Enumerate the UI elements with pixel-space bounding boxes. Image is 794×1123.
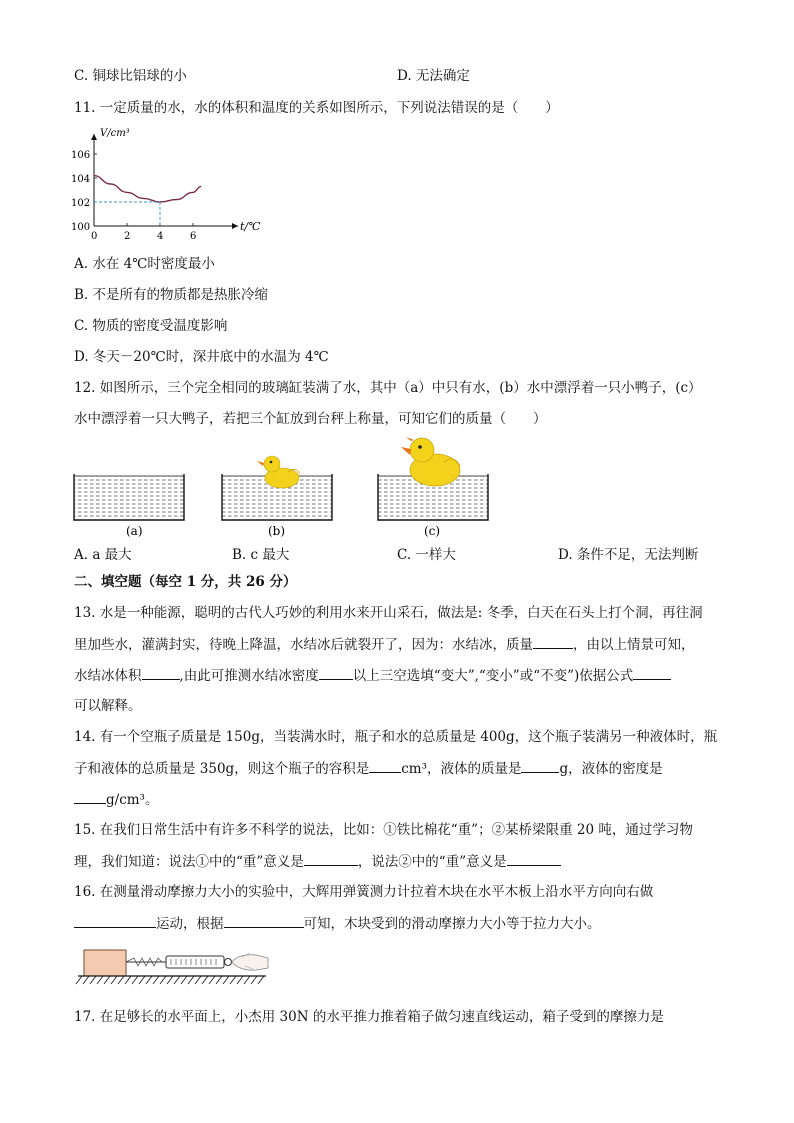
- hatch-stroke: [76, 976, 82, 984]
- q14-text: g/cm³。: [106, 792, 159, 808]
- q13-line-1: 13. 水是一种能源，聪明的古代人巧妙的利用水来开山采石，做法是: 冬季，白天在石头上打个洞，再往洞: [74, 605, 703, 621]
- q16-blank-1[interactable]: [74, 913, 156, 928]
- q10-option-c[interactable]: C. 铜球比铝球的小: [74, 68, 187, 84]
- q15-line-1: 15. 在我们日常生活中有许多不科学的说法，比如：①铁比棉花“重”；②某桥梁限重 20 吨，通过学习物: [74, 822, 693, 838]
- q14-blank-3[interactable]: [74, 789, 106, 804]
- hatch-stroke: [146, 976, 152, 984]
- q14-text: 子和液体的总质量是 350g，则这个瓶子的容积是: [74, 761, 370, 777]
- chart-x-axis-label: t/℃: [240, 220, 261, 233]
- q13-text: 以上三空选填“变大”,“变小”或“不变”)依据公式: [352, 668, 634, 684]
- ground-hatch: [76, 976, 264, 984]
- hatch-stroke: [104, 976, 110, 984]
- q15-blank-1[interactable]: [304, 851, 358, 866]
- q14-text: g，液体的密度是: [559, 761, 663, 777]
- hatch-stroke: [160, 976, 166, 984]
- hatch-stroke: [244, 976, 250, 984]
- q15-text: ，说法②中的“重”意义是: [357, 854, 507, 870]
- hatch-stroke: [251, 976, 257, 984]
- y-axis-arrow: [91, 134, 97, 140]
- q16-line-1: 16. 在测量滑动摩擦力大小的实验中，大辉用弹簧测力计拉着木块在水平木板上沿水平方向向右做: [74, 884, 654, 900]
- q12-option-d[interactable]: D. 条件不足，无法判断: [558, 547, 699, 563]
- chart-series-line: [94, 176, 201, 202]
- hand-icon: [232, 953, 268, 970]
- q11-option-c[interactable]: C. 物质的密度受温度影响: [74, 318, 228, 334]
- hatch-stroke: [139, 976, 145, 984]
- q15-line-2: [74, 851, 724, 872]
- q14-line-2: [74, 758, 724, 779]
- hatch-stroke: [230, 976, 236, 984]
- x-tick-label: 0: [91, 231, 98, 240]
- chart-dashed-guide: [94, 202, 160, 226]
- hatch-stroke: [90, 976, 96, 984]
- q11-option-a[interactable]: A. 水在 4℃时密度最小: [74, 256, 215, 272]
- hatch-stroke: [188, 976, 194, 984]
- q11-option-d[interactable]: D. 冬天－20℃时，深井底中的水温为 4℃: [74, 349, 329, 365]
- q11-option-b[interactable]: B. 不是所有的物质都是热胀冷缩: [74, 287, 269, 303]
- q15-blank-2[interactable]: [507, 851, 561, 866]
- q12-stem-line-2: 水中漂浮着一只大鸭子，若把三个缸放到台秤上称量，可知它们的质量（ ）: [74, 411, 547, 427]
- q16-line-2: [74, 913, 724, 934]
- q13-line-3: [74, 665, 724, 686]
- q15-text: 理，我们知道：说法①中的“重”意义是: [74, 854, 304, 870]
- hatch-stroke: [111, 976, 117, 984]
- q14-blank-2[interactable]: [521, 758, 559, 773]
- volume-temperature-chart: [70, 124, 270, 240]
- hatch-stroke: [97, 976, 103, 984]
- tank-label-a: (a): [126, 524, 143, 538]
- tank-a: [74, 474, 184, 520]
- chart-y-axis-label: V/cm³: [100, 128, 130, 139]
- x-tick-label: 4: [157, 231, 164, 240]
- q14-text: cm³，液体的质量是: [401, 761, 522, 777]
- q12-stem-line-1: 12. 如图所示，三个完全相同的玻璃缸装满了水，其中（a）中只有水，(b）水中漂浮着一只小鸭子，(c）: [74, 380, 702, 396]
- q13-text: 里加些水，灌满封实，待晚上降温，水结冰后就裂开了，因为：水结冰，质量: [74, 637, 533, 653]
- q13-text: ，由以上情景可知，: [573, 637, 695, 653]
- q16-blank-2[interactable]: [224, 913, 304, 928]
- q12-option-a[interactable]: A. a 最大: [74, 547, 132, 563]
- y-tick-label: 102: [71, 198, 91, 209]
- friction-experiment-figure: [74, 944, 274, 988]
- q13-text: 水结冰体积: [74, 668, 142, 684]
- q13-line-2: [74, 634, 724, 655]
- q12-option-b[interactable]: B. c 最大: [232, 547, 290, 563]
- q13-blank-2[interactable]: [142, 665, 180, 680]
- section-2-title: 二、填空题（每空 1 分，共 26 分）: [74, 574, 297, 590]
- hatch-stroke: [258, 976, 264, 984]
- q17-line-1: 17. 在足够长的水平面上，小杰用 30N 的水平推力推着箱子做匀速直线运动，箱子受到的摩擦力是: [74, 1009, 664, 1025]
- hatch-stroke: [195, 976, 201, 984]
- y-tick-label: 104: [71, 174, 91, 185]
- hatch-stroke: [216, 976, 222, 984]
- q13-text: ,由此可推测水结冰密度: [179, 668, 319, 684]
- chart-axes: [91, 134, 238, 229]
- hatch-stroke: [174, 976, 180, 984]
- q16-text: 可知，木块受到的滑动摩擦力大小等于拉力大小。: [303, 916, 601, 932]
- q16-text: 运动，根据: [156, 916, 224, 932]
- q10-option-d[interactable]: D. 无法确定: [397, 68, 470, 84]
- q13-blank-4[interactable]: [633, 665, 671, 680]
- q11-stem: 11. 一定质量的水，水的体积和温度的关系如图所示，下列说法错误的是（ ）: [74, 100, 559, 116]
- q14-blank-1[interactable]: [369, 758, 401, 773]
- x-axis-arrow: [232, 223, 238, 229]
- hatch-stroke: [223, 976, 229, 984]
- x-tick-label: 6: [190, 231, 197, 240]
- hatch-stroke: [167, 976, 173, 984]
- hatch-stroke: [118, 976, 124, 984]
- q13-blank-3[interactable]: [319, 665, 353, 680]
- x-tick-label: 2: [124, 231, 131, 240]
- q13-blank-1[interactable]: [533, 634, 573, 649]
- hatch-stroke: [83, 976, 89, 984]
- hatch-stroke: [153, 976, 159, 984]
- glass-tanks-figure: [60, 434, 510, 542]
- hatch-stroke: [125, 976, 131, 984]
- q14-line-3: [74, 789, 724, 810]
- y-tick-label: 100: [71, 222, 91, 233]
- hatch-stroke: [132, 976, 138, 984]
- hatch-stroke: [237, 976, 243, 984]
- q14-line-1: 14. 有一个空瓶子质量是 150g，当装满水时，瓶子和水的总质量是 400g，这个瓶子装满另一种液体时，瓶: [74, 729, 718, 745]
- q12-option-c[interactable]: C. 一样大: [397, 547, 456, 563]
- hatch-stroke: [209, 976, 215, 984]
- hatch-stroke: [202, 976, 208, 984]
- q13-line-4: 可以解释。: [74, 698, 142, 714]
- y-tick-label: 106: [71, 150, 91, 161]
- tank-label-b: (b): [268, 524, 286, 538]
- hatch-stroke: [181, 976, 187, 984]
- tank-label-c: (c): [424, 524, 441, 538]
